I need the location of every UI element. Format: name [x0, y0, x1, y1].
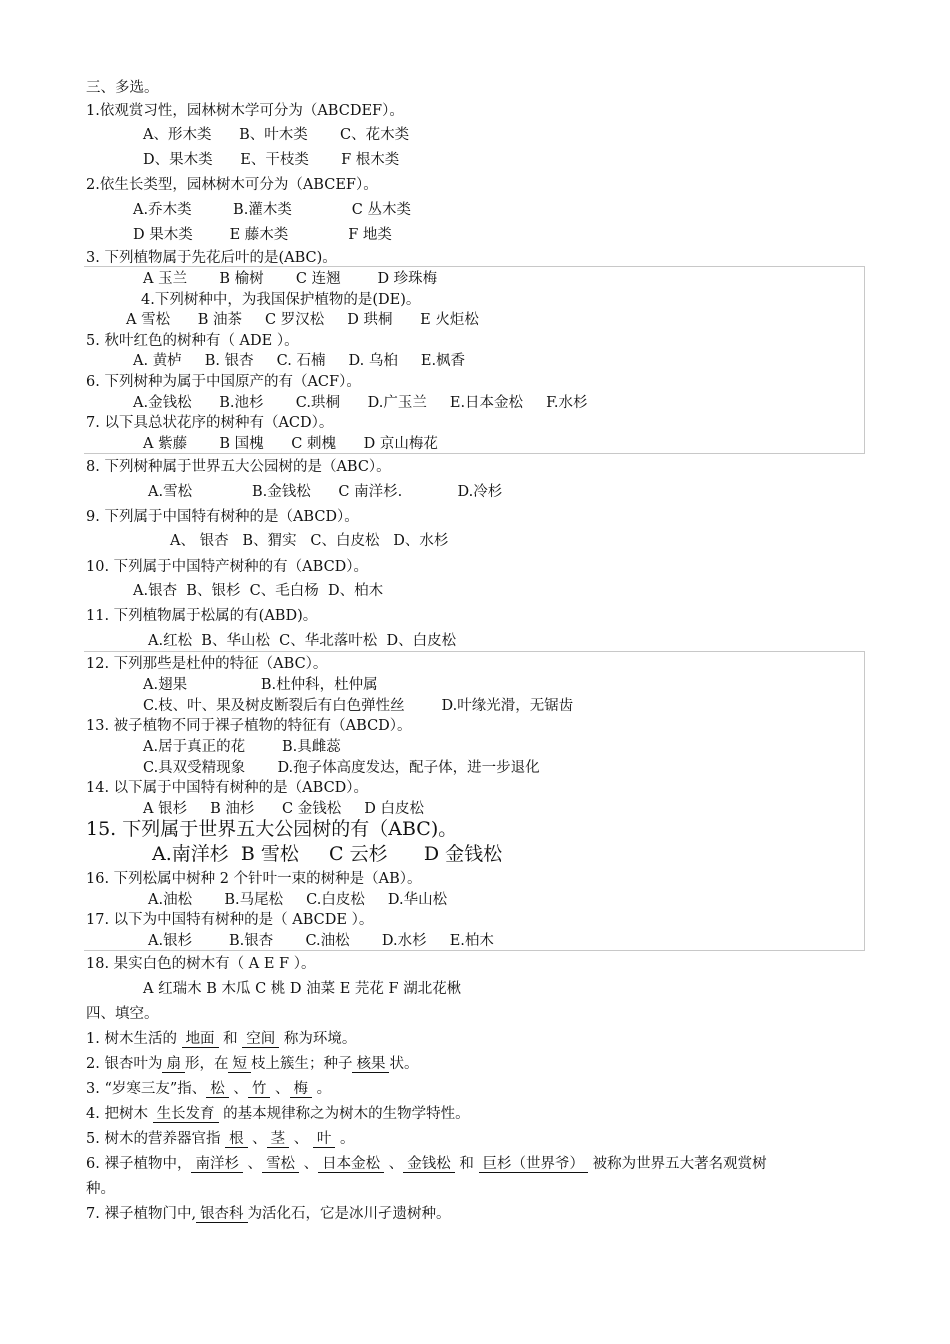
- question: 7. 以下具总状花序的树种有（ACD）。: [86, 415, 334, 431]
- question: 13. 被子植物不同于裸子植物的特征有（ABCD）。: [86, 718, 412, 734]
- question: 14. 以下属于中国特有树种的是（ABCD）。: [86, 780, 369, 796]
- question: 8. 下列树种属于世界五大公园树的是（ABC）。: [86, 459, 391, 475]
- options: A. 黄栌 B. 银杏 C. 石楠 D. 乌桕 E.枫香: [133, 353, 466, 369]
- options: A、 银杏 B、猬实 C、白皮松 D、水杉: [170, 533, 449, 549]
- answer-blank: 短: [228, 1056, 251, 1073]
- answer-blank: 日本金松: [318, 1156, 384, 1173]
- question: 6. 下列树种为属于中国原产的有（ACF）。: [86, 374, 361, 390]
- question: 4.下列树种中，为我国保护植物的是(DE)。: [141, 292, 421, 308]
- question: 1.依观赏习性，园林树木学可分为（ABCDEF）。: [86, 103, 404, 119]
- fill-question-6: 6. 裸子植物中， 南洋杉 、 雪松 、 日本金松 、 金钱松 和 巨杉（世界爷） 被称为世界五大著名观赏树: [86, 1156, 767, 1172]
- fill-question-6-cont: 种。: [86, 1181, 115, 1197]
- options: A.居于真正的花 B.具雌蕊: [143, 739, 341, 755]
- options: A.金钱松 B.池杉 C.珙桐 D.广玉兰 E.日本金松 F.水杉: [133, 395, 588, 411]
- options: A.翅果 B.杜仲科，杜仲属: [143, 677, 378, 693]
- options: A.南洋杉 B 雪松 C 云杉 D 金钱松: [152, 843, 503, 865]
- fill-question-5: 5. 树木的营养器官指 根 、 茎 、 叶 。: [86, 1131, 355, 1147]
- answer-blank: 雪松: [262, 1156, 299, 1173]
- options: A 雪松 B 油茶 C 罗汉松 D 珙桐 E 火炬松: [126, 312, 479, 328]
- options: A.乔木类 B.灌木类 C 丛木类: [133, 202, 411, 218]
- question: 18. 果实白色的树木有（ A E F ）。: [86, 956, 316, 972]
- options: D 果木类 E 藤木类 F 地类: [133, 227, 392, 243]
- fill-question-3: 3. “岁寒三友”指、 松 、 竹 、 梅 。: [86, 1081, 332, 1097]
- fill-question-7: 7. 裸子植物门中, 银杏科 为活化石，它是冰川孑遗树种。: [86, 1206, 451, 1222]
- options: A.红松 B、华山松 C、华北落叶松 D、白皮松: [148, 633, 457, 649]
- question: 15. 下列属于世界五大公园树的有（ABC)。: [86, 818, 458, 840]
- options: C.枝、叶、果及树皮断裂后有白色弹性丝 D.叶缘光滑，无锯齿: [143, 698, 574, 714]
- options: A.银杉 B.银杏 C.油松 D.水杉 E.柏木: [148, 933, 494, 949]
- answer-blank: 金钱松: [403, 1156, 455, 1173]
- options: D、果木类 E、干枝类 F 根木类: [143, 152, 400, 168]
- answer-blank: 南洋杉: [191, 1156, 243, 1173]
- question: 16. 下列松属中树种 2 个针叶一束的树种是（AB）。: [86, 871, 422, 887]
- section-title: 三、多选。: [86, 80, 159, 96]
- options: A、形木类 B、叶木类 C、花木类: [143, 127, 410, 143]
- fill-question-4: 4. 把树木 生长发育 的基本规律称之为树木的生物学特性。: [86, 1106, 470, 1122]
- question: 3. 下列植物属于先花后叶的是(ABC)。: [86, 250, 337, 266]
- question: 17. 以下为中国特有树种的是（ ABCDE ）。: [86, 912, 374, 928]
- options: A 紫藤 B 国槐 C 刺槐 D 京山梅花: [143, 436, 438, 452]
- answer-blank: 核果: [352, 1056, 389, 1073]
- section-title: 四、填空。: [86, 1006, 159, 1022]
- options: A 红瑞木 B 木瓜 C 桃 D 油菜 E 芫花 F 湖北花楸: [143, 981, 462, 997]
- question: 2.依生长类型，园林树木可分为（ABCEF）。: [86, 177, 378, 193]
- answer-blank: 地面: [182, 1031, 219, 1048]
- question: 10. 下列属于中国特产树种的有（ABCD）。: [86, 559, 369, 575]
- question: 9. 下列属于中国特有树种的是（ABCD）。: [86, 509, 359, 525]
- answer-blank: 生长发育: [153, 1106, 219, 1123]
- options: A 玉兰 B 榆树 C 连翘 D 珍珠梅: [143, 271, 438, 287]
- options: C.具双受精现象 D.孢子体高度发达，配子体，进一步退化: [143, 760, 540, 776]
- options: A.银杏 B、银杉 C、毛白杨 D、柏木: [133, 583, 384, 599]
- answer-blank: 扇: [162, 1056, 185, 1073]
- fill-question-1: 1. 树木生活的 地面 和 空间 称为环境。: [86, 1031, 357, 1047]
- answer-blank: 巨杉（世界爷）: [479, 1156, 589, 1173]
- answer-blank: 银杏科: [196, 1206, 248, 1223]
- options: A.油松 B.马尾松 C.白皮松 D.华山松: [148, 892, 448, 908]
- answer-blank: 根: [225, 1131, 248, 1148]
- fill-question-2: 2. 银杏叶为 扇 形，在 短 枝上簇生；种子 核果 状。: [86, 1056, 419, 1072]
- question: 11. 下列植物属于松属的有(ABD)。: [86, 608, 318, 624]
- answer-blank: 梅: [290, 1081, 313, 1098]
- question: 5. 秋叶红色的树种有（ ADE ）。: [86, 333, 299, 349]
- answer-blank: 松: [206, 1081, 229, 1098]
- answer-blank: 叶: [313, 1131, 336, 1148]
- answer-blank: 空间: [242, 1031, 279, 1048]
- answer-blank: 茎: [267, 1131, 290, 1148]
- options: A.雪松 B.金钱松 C 南洋杉. D.冷杉: [148, 484, 503, 500]
- question: 12. 下列那些是杜仲的特征（ABC）。: [86, 656, 328, 672]
- answer-blank: 竹: [248, 1081, 271, 1098]
- options: A 银杉 B 油杉 C 金钱松 D 白皮松: [143, 801, 425, 817]
